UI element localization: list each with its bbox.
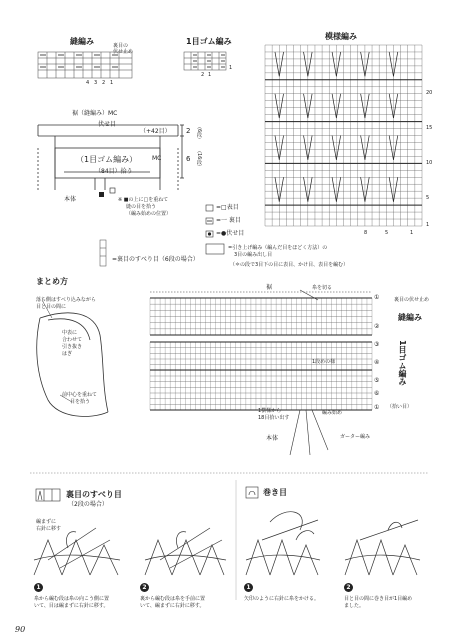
- cast-step2-b: ました。: [344, 603, 365, 609]
- legend-knit: =□表目: [216, 204, 239, 211]
- garter-side-label: 縫編み: [398, 313, 422, 322]
- slip-step2-b: いて、編まずに右針に移す。: [140, 603, 205, 609]
- start-label: 編み始め: [322, 410, 343, 416]
- bind-off-label: 伏せ目: [98, 121, 117, 128]
- body-label: 本体: [64, 196, 77, 203]
- pattern-bottom-num-5: 5: [385, 230, 389, 236]
- mid-note-4: はぎ: [62, 351, 73, 357]
- slip-step1-a: 糸から編む段は糸の向こう側に置: [34, 596, 110, 602]
- garter-num-1: 1: [110, 80, 114, 86]
- pattern-row-15: 15: [426, 125, 433, 131]
- pattern-row-20: 20: [426, 90, 433, 96]
- dim-mid-unit: （16段）: [196, 148, 202, 170]
- dim-mid: 6: [186, 155, 191, 163]
- rib-chart-title: 1目ゴム編み: [186, 37, 232, 46]
- legend-purl: =一 裏目: [216, 217, 241, 224]
- legend-bind: =●伏せ目: [216, 230, 245, 237]
- garter-num-2: 2: [102, 80, 106, 86]
- pattern-row-10: 10: [426, 160, 433, 166]
- legend-pickup-3: （＊の段で3目下の目に表目、かけ目、表目を編む）: [230, 262, 349, 268]
- page-number: 90: [15, 625, 26, 634]
- circle-num-2: ②: [374, 323, 380, 330]
- rib-right-num: 1: [229, 65, 233, 71]
- circle-num-7: ①: [374, 404, 380, 411]
- slip-callout-2: 右針に移す: [36, 526, 62, 532]
- left-note-1: 落ち側はすべり込みながら: [36, 297, 96, 303]
- circle-num-5: ⑤: [374, 377, 380, 384]
- mid-note-3: 引き抜き: [62, 344, 83, 350]
- slip-callout-1: 編まずに: [36, 519, 57, 525]
- slip-note: =裏目のすべり目（6段の場合）: [112, 256, 199, 263]
- rib-label: （1目ゴム編み）: [76, 155, 138, 164]
- cast-step-2-badge: 2: [344, 583, 353, 592]
- rib-num-1: 1: [208, 72, 212, 78]
- rib-side-label: 1目ゴム編み: [398, 340, 407, 386]
- cast-step-1-badge: 1: [244, 583, 253, 592]
- circle-num-6: ⑥: [374, 390, 380, 397]
- yarn-cut: 糸を切る: [312, 285, 333, 291]
- step-1-badge: 1: [34, 583, 43, 592]
- step-2-badge: 2: [140, 583, 149, 592]
- garter-note-1: 裏目の: [113, 43, 129, 49]
- circle-num-4: ④: [374, 359, 380, 366]
- hem-label: 裾（縫編み）MC: [72, 110, 118, 117]
- cast-step1: 矢印のように右針に糸をかける。: [244, 596, 320, 602]
- cast-on-title: 巻き目: [263, 488, 287, 497]
- slip-step1-b: いて、目は編まずに右針に移す。: [34, 603, 109, 609]
- circle-num-1: ①: [374, 294, 380, 301]
- purl-bind-label: 裏目の伏せ止め: [394, 297, 430, 303]
- garter-num-3: 3: [94, 80, 98, 86]
- note-line1: ※ ■の上に□を重ねて: [118, 197, 169, 203]
- rib-num-2: 2: [201, 72, 205, 78]
- hem-top-label: 裾: [266, 284, 273, 291]
- garter-note-2: 伏せ止め: [113, 49, 134, 55]
- fold-note-1: 前中心を重ねて: [62, 392, 97, 398]
- dim-top-unit: （6段）: [196, 124, 202, 143]
- mid-note-1: 中表に: [62, 330, 78, 336]
- mid-note-2: 合わせて: [62, 337, 83, 343]
- pattern-bottom-num-8: 8: [364, 230, 368, 236]
- pattern-bottom-num-1: 1: [410, 230, 414, 236]
- summary-title: まとめ方: [36, 277, 68, 286]
- pattern-row-5: 5: [426, 195, 430, 201]
- note-line3: （編み始めの位置）: [126, 211, 172, 217]
- from-line-2: 18目拾い出す: [258, 415, 290, 421]
- fold-note-2: 目を拾う: [70, 399, 91, 405]
- pattern-row-1: 1: [426, 222, 430, 228]
- slip-title: 裏目のすべり目: [66, 490, 122, 499]
- slip-subtitle: （2段の場合）: [68, 501, 108, 508]
- dim-top: 2: [186, 127, 191, 135]
- garter-chart-title: 縫編み: [70, 37, 94, 46]
- note-line2: 縫の目を拾う: [126, 204, 157, 210]
- body-bottom-label: 本体: [266, 435, 279, 442]
- left-note-2: 目と目の間に: [36, 304, 67, 310]
- legend-pickup-1: =引き上げ編み（編んだ目をほどく方法）の: [228, 245, 328, 251]
- pick-stitch-label: （拾い目）: [387, 404, 413, 410]
- slip-step2-a: 裏から編む段は糸を手前に置: [140, 596, 206, 602]
- garter-num-4: 4: [86, 80, 90, 86]
- from-line-1: 1横様から: [258, 408, 282, 414]
- mc-label: MC: [152, 155, 162, 162]
- st84-label: （84目）拾う: [95, 168, 133, 175]
- pattern-chart-title: 模様編み: [325, 32, 357, 41]
- legend-pickup-2: 3目の編み出し目: [234, 252, 273, 258]
- cast-step2-a: 目と目の間に巻き目が1目編め: [344, 596, 413, 602]
- circle-num-3: ③: [374, 341, 380, 348]
- garter-bottom-label: ガーター編み: [340, 434, 371, 440]
- pickup-row-label: 1段めの様: [312, 359, 336, 365]
- plus42-label: （+42目）: [140, 128, 171, 135]
